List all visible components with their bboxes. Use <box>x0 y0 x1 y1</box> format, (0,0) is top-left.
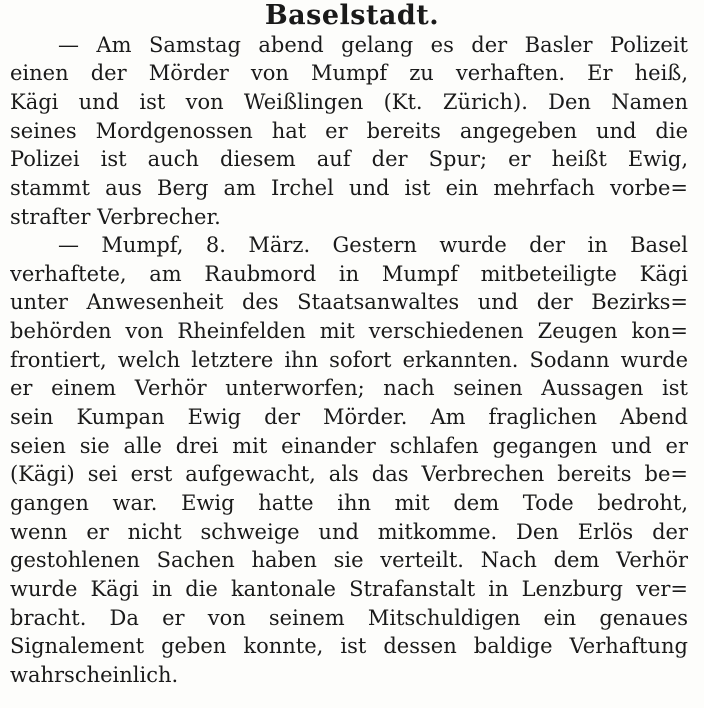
text-line: strafter Verbrecher. <box>10 205 221 229</box>
article-heading: Baselstadt. <box>264 0 440 31</box>
text-line: unter Anwesenheit des Staatsanwaltes und der Bezirks= <box>10 290 688 314</box>
text-line: Kägi und ist von Weißlingen (Kt. Zürich). Den Namen <box>10 90 688 114</box>
text-line: sein Kumpan Ewig der Mörder. Am fraglichen Abend <box>10 405 688 429</box>
text-line: behörden von Rheinfelden mit verschiedenen Zeugen kon= <box>10 319 688 343</box>
text-line: — Am Samstag abend gelang es der Basler Polizeit <box>58 33 688 57</box>
text-line: — Mumpf, 8. März. Gestern wurde der in Basel <box>58 233 688 257</box>
text-line: seien sie alle drei mit einander schlafen gegangen und er <box>10 434 688 458</box>
text-line: stammt aus Berg am Irchel und ist ein mehrfach vorbe= <box>10 176 688 200</box>
text-line: gangen war. Ewig hatte ihn mit dem Tode bedroht, <box>10 491 688 515</box>
text-line: gestohlenen Sachen haben sie verteilt. Nach dem Verhör <box>10 548 688 572</box>
text-line: einen der Mörder von Mumpf zu verhaften. Er heiß, <box>10 61 688 85</box>
text-line: verhaftete, am Raubmord in Mumpf mitbeteiligte Kägi <box>10 262 688 286</box>
text-line: seines Mordgenossen hat er bereits angegeben und die <box>10 119 688 143</box>
text-line: Polizei ist auch diesem auf der Spur; er heißt Ewig, <box>10 147 688 171</box>
text-line: Signalement geben konnte, ist dessen baldige Verhaftung <box>10 634 688 658</box>
text-line: er einem Verhör unterworfen; nach seinen Aussagen ist <box>10 376 688 400</box>
text-line: bracht. Da er von seinem Mitschuldigen ein genaues <box>10 606 688 630</box>
text-line: wurde Kägi in die kantonale Strafanstalt in Lenzburg ver= <box>10 577 688 601</box>
text-line: (Kägi) sei erst aufgewacht, als das Verbrechen bereits be= <box>10 462 688 486</box>
text-line: wenn er nicht schweige und mitkomme. Den Erlös der <box>10 520 688 544</box>
text-line: wahrscheinlich. <box>10 663 179 687</box>
text-line: frontiert, welch letztere ihn sofort erkannten. Sodann wurde <box>10 348 688 372</box>
